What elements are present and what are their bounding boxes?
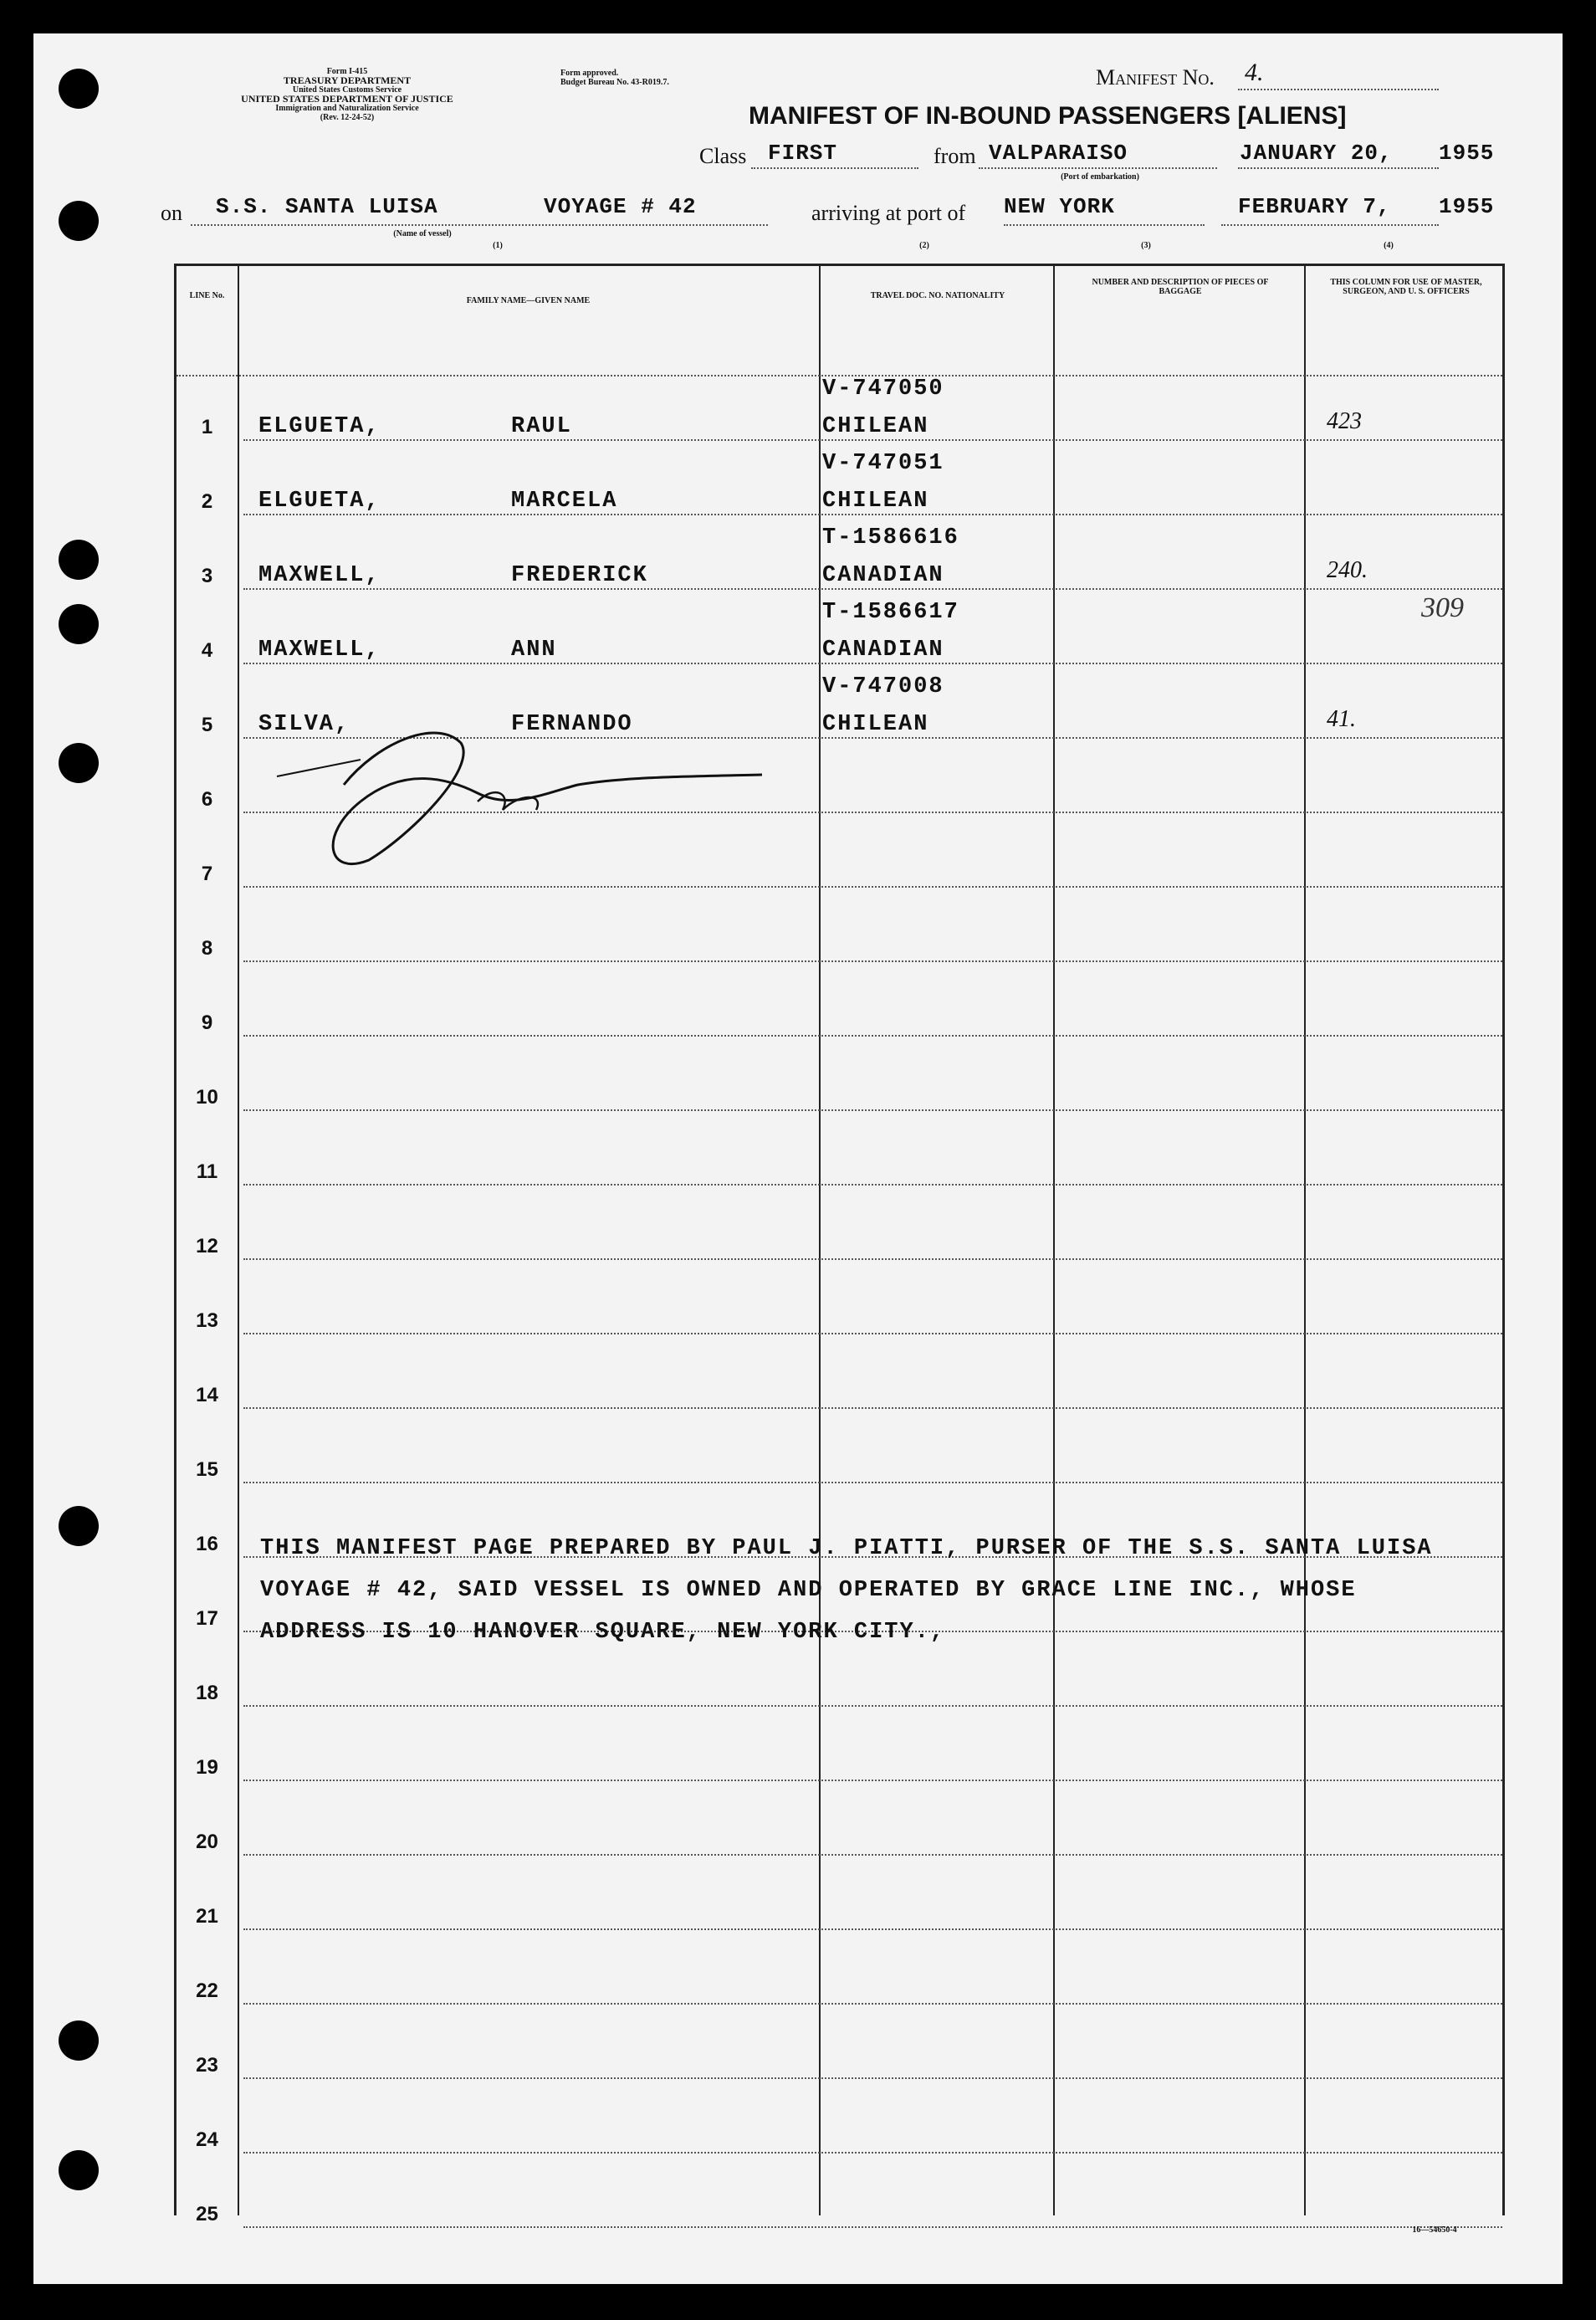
line-number: 18 [196, 1682, 218, 1704]
line-number: 7 [201, 863, 213, 885]
embarkation-caption: (Port of embarkation) [1061, 172, 1139, 182]
table-row [176, 2013, 1502, 2087]
row-rule [243, 1705, 1502, 1707]
given-name: FREDERICK [511, 563, 648, 588]
punch-hole [59, 604, 99, 644]
given-name: RAUL [511, 414, 572, 439]
arrival-date-line [1221, 224, 1439, 226]
line-number: 10 [196, 1086, 218, 1109]
row-rule [243, 1928, 1502, 1930]
on-label: on [161, 201, 182, 225]
department-block [159, 67, 535, 122]
nationality: CHILEAN [822, 414, 929, 439]
row-rule [243, 1184, 1502, 1186]
line-number: 20 [196, 1831, 218, 1853]
line-number: 9 [201, 1011, 213, 1034]
table-row [176, 1268, 1502, 1343]
row-rule [243, 1407, 1502, 1409]
row-rule [243, 588, 1502, 590]
form-number: Form I-415 [326, 67, 368, 76]
table-row [176, 1119, 1502, 1194]
row-rule [243, 2077, 1502, 2079]
given-name: FERNANDO [511, 712, 633, 737]
family-name: ELGUETA, [258, 489, 381, 514]
table-row [176, 971, 1502, 1045]
nationality: CANADIAN [822, 563, 944, 588]
table-row [176, 1417, 1502, 1492]
family-name: SILVA, [258, 712, 350, 737]
treasury-dept: TREASURY DEPARTMENT [283, 74, 412, 86]
form-approved: Form approved. [560, 69, 619, 78]
row-rule [243, 1854, 1502, 1856]
table-row [176, 1343, 1502, 1417]
table-row [176, 1194, 1502, 1268]
embark-year: 1955 [1439, 141, 1495, 166]
manifest-title: MANIFEST OF IN-BOUND PASSENGERS [ALIENS] [749, 102, 1347, 130]
line-number: 11 [196, 1160, 218, 1183]
row-rule [243, 2226, 1502, 2228]
line-number: 23 [196, 2054, 218, 2077]
table-row [176, 2087, 1502, 2162]
line-number: 24 [196, 2128, 218, 2151]
col-4-marker: (4) [1384, 241, 1394, 250]
row-rule [243, 960, 1502, 962]
manifest-no-label: Manifest No. [1096, 65, 1215, 90]
line-number: 1 [201, 416, 213, 438]
col-header-officers: THIS COLUMN FOR USE OF MASTER, SURGEON, AND U. S. OFFICERS [1330, 278, 1482, 296]
revision: (Rev. 12-24-52) [320, 113, 375, 122]
arrival-port-line [1004, 224, 1205, 226]
family-name: ELGUETA, [258, 414, 381, 439]
statement-line: THIS MANIFEST PAGE PREPARED BY PAUL J. PIATTI, PURSER OF THE S.S. SANTA LUISA [260, 1536, 1433, 1561]
line-number: 13 [196, 1309, 218, 1332]
row-rule [243, 514, 1502, 515]
line-number: 4 [201, 639, 213, 662]
col-header-line-no: LINE No. [189, 291, 225, 300]
budget-bureau: Budget Bureau No. 43-R019.7. [560, 78, 669, 87]
line-number: 25 [196, 2203, 218, 2225]
purser-statement [260, 1528, 1433, 1653]
punch-hole [59, 201, 99, 241]
class-value: FIRST [768, 141, 838, 166]
row-rule [243, 1109, 1502, 1111]
voyage-number: VOYAGE # 42 [544, 194, 697, 219]
table-row [176, 1790, 1502, 1864]
line-number: 19 [196, 1756, 218, 1779]
nationality: CHILEAN [822, 712, 929, 737]
vessel-caption: (Name of vessel) [393, 229, 452, 238]
officer-mark: 423 [1327, 408, 1362, 434]
table-row [176, 1864, 1502, 1938]
arriving-label: arriving at port of [811, 201, 966, 225]
given-name: MARCELA [511, 489, 618, 514]
vessel-name: S.S. SANTA LUISA [216, 194, 438, 219]
manifest-no-value: 4. [1245, 59, 1264, 86]
travel-doc-no: T-1586616 [822, 525, 959, 551]
col-header-travel-doc: TRAVEL DOC. NO. NATIONALITY [870, 291, 1005, 300]
col-2-marker: (2) [919, 241, 929, 250]
table-row [176, 1938, 1502, 2013]
justice-dept: UNITED STATES DEPARTMENT OF JUSTICE [241, 93, 453, 105]
arrival-date: FEBRUARY 7, [1238, 194, 1391, 219]
customs-service: United States Customs Service [292, 85, 402, 95]
officer-mark: 41. [1327, 706, 1356, 732]
col-header-name: FAMILY NAME—GIVEN NAME [466, 296, 591, 305]
row-rule [243, 1258, 1502, 1260]
purser-signature [227, 668, 896, 919]
line-number: 12 [196, 1235, 218, 1257]
line-number: 2 [201, 490, 213, 513]
family-name: MAXWELL, [258, 563, 381, 588]
passenger-table [174, 264, 1505, 2225]
punch-hole [59, 2150, 99, 2190]
row-rule [243, 1780, 1502, 1781]
vessel-line [191, 224, 768, 226]
col-1-marker: (1) [493, 241, 503, 250]
punch-hole [59, 540, 99, 580]
row-rule [243, 1333, 1502, 1334]
family-name: MAXWELL, [258, 638, 381, 663]
officer-mark: 240. [1327, 557, 1368, 583]
col-3-marker: (3) [1141, 241, 1151, 250]
travel-doc-no: V-747008 [822, 674, 944, 699]
line-number: 22 [196, 1979, 218, 2002]
punch-hole [59, 2020, 99, 2061]
line-number: 16 [196, 1533, 218, 1555]
line-number: 15 [196, 1458, 218, 1481]
line-number: 8 [201, 937, 213, 960]
travel-doc-no: V-747051 [822, 451, 944, 476]
line-number: 3 [201, 565, 213, 587]
row-rule [243, 1035, 1502, 1037]
from-line [979, 167, 1217, 169]
col-header-baggage: NUMBER AND DESCRIPTION OF PIECES OF BAGGAGE [1092, 278, 1269, 296]
embark-date-line [1238, 167, 1439, 169]
from-label: from [934, 144, 976, 168]
class-line [751, 167, 918, 169]
manifest-page [33, 33, 1563, 2284]
nationality: CHILEAN [822, 489, 929, 514]
given-name: ANN [511, 638, 557, 663]
statement-line: VOYAGE # 42, SAID VESSEL IS OWNED AND OPERATED BY GRACE LINE INC., WHOSE [260, 1578, 1357, 1603]
table-row [176, 2162, 1502, 2236]
manifest-no-line [1238, 89, 1439, 90]
line-number: 6 [201, 788, 213, 811]
class-label: Class [699, 144, 747, 168]
table-row [176, 1045, 1502, 1119]
line-number: 14 [196, 1384, 218, 1406]
row-rule [243, 663, 1502, 664]
form-code: 16—54650-4 [1412, 2225, 1457, 2235]
punch-hole [59, 1506, 99, 1546]
margin-note: 309 [1421, 592, 1464, 623]
ins-service: Immigration and Naturalization Service [275, 104, 419, 113]
travel-doc-no: V-747050 [822, 376, 944, 402]
nationality: CANADIAN [822, 638, 944, 663]
embark-date: JANUARY 20, [1240, 141, 1393, 166]
statement-line: ADDRESS IS 10 HANOVER SQUARE, NEW YORK CITY., [260, 1620, 946, 1645]
travel-doc-no: T-1586617 [822, 600, 959, 625]
line-number: 5 [201, 714, 213, 736]
arrival-port: NEW YORK [1004, 194, 1115, 219]
approval-block [560, 69, 669, 87]
from-value: VALPARAISO [989, 141, 1128, 166]
table-row [176, 1715, 1502, 1790]
row-rule [243, 2152, 1502, 2154]
punch-hole [59, 743, 99, 783]
row-rule [243, 2003, 1502, 2005]
line-number: 21 [196, 1905, 218, 1928]
punch-hole [59, 69, 99, 109]
row-rule [243, 439, 1502, 441]
arrival-year: 1955 [1439, 194, 1495, 219]
row-rule [243, 1482, 1502, 1483]
line-number: 17 [196, 1607, 218, 1630]
